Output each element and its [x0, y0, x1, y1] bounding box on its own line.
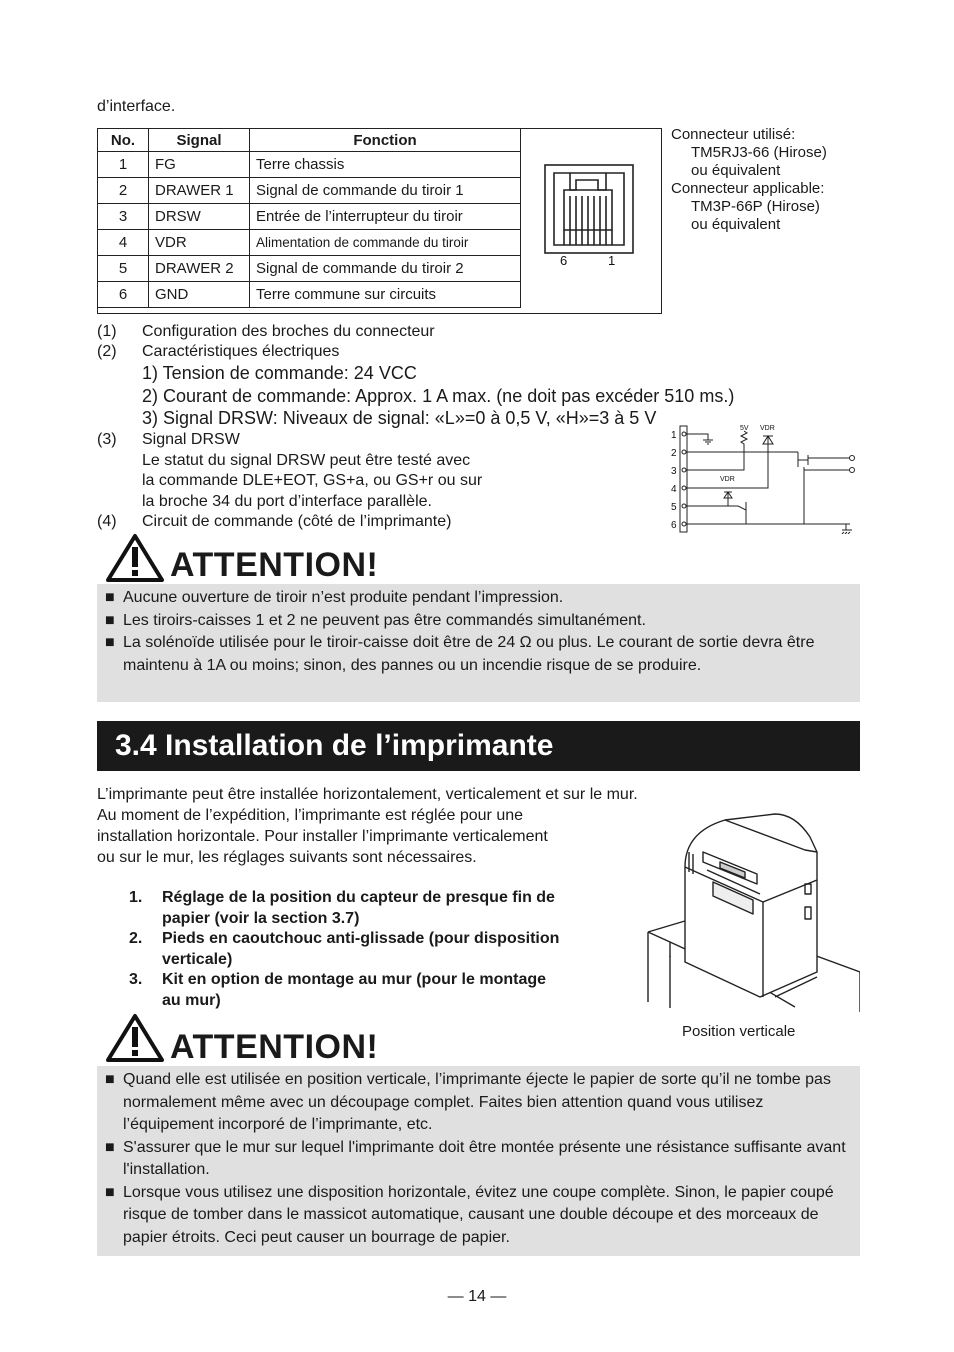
warning-triangle-icon	[105, 1013, 165, 1063]
pin-function: Signal de commande du tiroir 1	[250, 178, 521, 204]
table-row	[98, 178, 521, 204]
connector-pin-6-label: 6	[560, 253, 568, 268]
list-item-num: 1.	[129, 889, 143, 906]
connector-applicable-label: Connecteur applicable:	[671, 180, 825, 197]
circuit-label-5v: 5V	[740, 425, 749, 432]
bullet-square-icon: ■	[105, 589, 115, 606]
circuit-pin-2: 2	[671, 448, 677, 459]
attention-1-title: ATTENTION!	[170, 546, 379, 584]
header-no: No.	[98, 129, 149, 152]
list-item-line-1: Kit en option de montage au mur (pour le montage	[162, 971, 547, 988]
pin-no: 3	[98, 204, 149, 230]
pin-signal: VDR	[149, 230, 250, 256]
list-item	[97, 970, 627, 1011]
warning-triangle-icon	[105, 533, 165, 583]
note-2-text: Caractéristiques électriques	[142, 343, 340, 360]
circuit-pin-5: 5	[671, 502, 677, 513]
circuit-pin-1: 1	[671, 430, 677, 441]
attention-2-box	[97, 1066, 860, 1256]
header-function: Fonction	[250, 129, 521, 152]
pin-signal: FG	[149, 152, 250, 178]
list-item-num: 3.	[129, 971, 143, 988]
pin-function: Signal de commande du tiroir 2	[250, 256, 521, 282]
note-3-num: (3)	[97, 431, 117, 448]
note-4-num: (4)	[97, 513, 117, 530]
pin-no: 6	[98, 282, 149, 308]
pin-table	[97, 128, 521, 308]
note-3-title: Signal DRSW	[142, 431, 240, 448]
pin-no: 5	[98, 256, 149, 282]
note-3-line-3: la broche 34 du port d’interface parallèle.	[142, 493, 432, 510]
connector-used-part: TM5RJ3-66 (Hirose)	[691, 144, 827, 161]
circuit-label-vdr-top: VDR	[760, 425, 775, 432]
pin-function: Terre chassis	[250, 152, 521, 178]
connector-pin-1-label: 1	[608, 253, 616, 268]
pin-signal: DRAWER 1	[149, 178, 250, 204]
spec-1: 1) Tension de commande: 24 VCC	[142, 363, 417, 383]
list-item	[97, 888, 627, 929]
connector-applicable-equiv: ou équivalent	[691, 216, 781, 233]
list-item-num: 2.	[129, 930, 143, 947]
attention-1-item-text: La solénoïde utilisée pour le tiroir-caisse doit être de 24 Ω ou plus. Le courant de sortie devra être maintenu à 1A ou moins; sinon, des pannes ou un incendie risque de se produire.	[123, 634, 815, 674]
note-1-text: Configuration des broches du connecteur	[142, 323, 435, 340]
pin-no: 2	[98, 178, 149, 204]
list-item-line-1: Réglage de la position du capteur de presque fin de	[162, 889, 555, 906]
attention-1-item	[97, 587, 860, 610]
circuit-pin-3: 3	[671, 466, 677, 477]
attention-2-item-text: S'assurer que le mur sur lequel l'imprimante doit être montée présente une résistance suffisante avant l'installation.	[123, 1138, 846, 1178]
connector-applicable-part: TM3P-66P (Hirose)	[691, 198, 820, 215]
figure-caption: Position verticale	[682, 1023, 796, 1040]
attention-2-item	[97, 1182, 849, 1250]
note-3-line-1: Le statut du signal DRSW peut être testé avec	[142, 452, 471, 469]
pin-function: Terre commune sur circuits	[250, 282, 521, 308]
list-item-line-1: Pieds en caoutchouc anti-glissade (pour disposition	[162, 930, 560, 947]
circuit-pin-6: 6	[671, 520, 677, 531]
spec-3: 3) Signal DRSW: Niveaux de signal: «L»=0 à 0,5 V, «H»=3 à 5 V	[142, 408, 657, 428]
attention-1-item	[97, 610, 860, 633]
attention-2-item	[97, 1069, 849, 1137]
attention-1-item-text: Aucune ouverture de tiroir n’est produite pendant l’impression.	[123, 589, 564, 606]
pin-function: Entrée de l’interrupteur du tiroir	[250, 204, 521, 230]
note-4-text: Circuit de commande (côté de l’imprimante)	[142, 513, 452, 530]
note-1-num: (1)	[97, 323, 117, 340]
pin-signal: DRSW	[149, 204, 250, 230]
modular-connector-drawing	[540, 160, 640, 270]
pin-signal: GND	[149, 282, 250, 308]
attention-1-box	[97, 584, 860, 702]
attention-2-item-text: Quand elle est utilisée en position verticale, l’imprimante éjecte le papier de sorte qu’il ne tombe pas normalement même avec un découpage complet. Faites bien attention quand vous utilisez l’équipement incorporé de l’imprimante, etc.	[123, 1071, 831, 1133]
settings-list	[97, 888, 627, 1011]
attention-1-item-text: Les tiroirs-caisses 1 et 2 ne peuvent pas être commandés simultanément.	[123, 611, 646, 629]
pin-signal: DRAWER 2	[149, 256, 250, 282]
list-item-line-2: au mur)	[162, 991, 221, 1009]
section-para-line-2: Au moment de l’expédition, l’imprimante est réglée pour une	[97, 807, 524, 824]
bullet-square-icon: ■	[105, 1183, 115, 1201]
header-signal: Signal	[149, 129, 250, 152]
table-row	[98, 204, 521, 230]
bullet-square-icon: ■	[105, 1138, 115, 1156]
connector-info	[671, 126, 827, 234]
list-item-line-2: papier (voir la section 3.7)	[162, 909, 360, 927]
pin-no: 4	[98, 230, 149, 256]
table-row	[98, 256, 521, 282]
attention-2-item	[97, 1137, 849, 1182]
bullet-square-icon: ■	[105, 634, 115, 651]
drive-circuit-schematic	[668, 422, 858, 534]
section-para-line-1: L’imprimante peut être installée horizontalement, verticalement et sur le mur.	[97, 786, 638, 803]
list-item	[97, 929, 627, 970]
list-item-line-2: verticale)	[162, 950, 233, 968]
table-row	[98, 152, 521, 178]
note-2-num: (2)	[97, 343, 117, 360]
attention-1-item	[97, 632, 851, 677]
page-number: — 14 —	[447, 1288, 507, 1305]
table-row	[98, 230, 521, 256]
note-3-line-2: la commande DLE+EOT, GS+a, ou GS+r ou sur	[142, 472, 483, 489]
connector-used-equiv: ou équivalent	[691, 162, 781, 179]
printer-vertical-illustration	[645, 812, 860, 1012]
section-para-line-4: ou sur le mur, les réglages suivants sont nécessaires.	[97, 849, 477, 866]
section-heading-bar	[97, 721, 860, 771]
section-title: 3.4 Installation de l’imprimante	[115, 729, 554, 762]
intro-fragment: d’interface.	[97, 98, 176, 115]
attention-2-item-text: Lorsque vous utilisez une disposition horizontale, évitez une coupe complète. Sinon, le papier coupé risque de tomber dans le massicot automatique, causant une double découpe et des morceaux de papier étroits. Ceci peut causer un bourrage de papier.	[123, 1183, 834, 1246]
circuit-pin-4: 4	[671, 484, 677, 495]
section-para-line-3: installation horizontale. Pour installer l’imprimante verticalement	[97, 828, 548, 845]
bullet-square-icon: ■	[105, 611, 115, 629]
pin-function: Alimentation de commande du tiroir	[250, 230, 521, 256]
pin-table-header	[98, 129, 521, 152]
bullet-square-icon: ■	[105, 1071, 115, 1088]
connector-used-label: Connecteur utilisé:	[671, 126, 796, 143]
table-row	[98, 282, 521, 308]
circuit-label-vdr-mid: VDR	[720, 476, 735, 483]
attention-2-title: ATTENTION!	[170, 1028, 379, 1066]
spec-2: 2) Courant de commande: Approx. 1 A max. (ne doit pas excéder 510 ms.)	[142, 386, 735, 406]
pin-no: 1	[98, 152, 149, 178]
